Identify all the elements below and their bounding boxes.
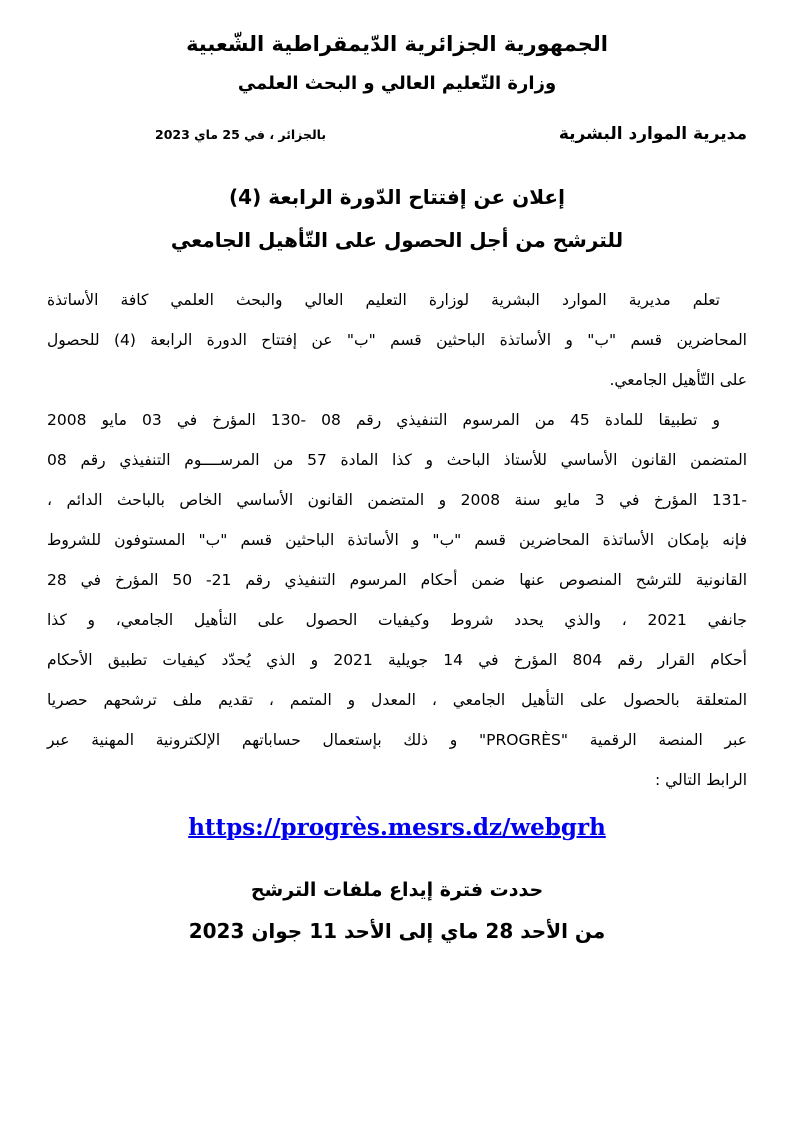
progres-portal-link[interactable]: https://progrès.mesrs.dz/webgrh (188, 814, 606, 841)
republic-name: الجمهورية الجزائرية الدّيمقراطية الشّعبية (186, 32, 608, 56)
paragraph-legal (47, 400, 747, 800)
document-header (47, 26, 747, 100)
announcement-title (47, 176, 747, 262)
announcement-title-line2: للترشح من أجل الحصول على التّأهيل الجامعي (170, 228, 624, 252)
body-line: أحكام القرار رقم 804 المؤرخ في 14 جويلية 2021 و الذي يُحدّد كيفيات تطبيق الأحكام (47, 651, 747, 669)
department-name: مديرية الموارد البشرية (558, 124, 747, 144)
meta-row (47, 124, 747, 144)
submission-period-heading: حددت فترة إيداع ملفات الترشح (250, 879, 544, 901)
body-line: فإنه بإمكان الأساتذة المحاضرين قسم "ب" و الأساتذة الباحثين قسم "ب" المستوفون للشروط (47, 531, 747, 549)
body-line: تعلم مديرية الموارد البشرية لوزارة التعليم العالي والبحث العلمي كافة الأساتذة (47, 291, 720, 309)
body-line: على التّأهيل الجامعي. (609, 371, 747, 389)
body-line: الرابط التالي : (654, 771, 747, 789)
paragraph-intro (47, 280, 747, 400)
body-line: المحاضرين قسم "ب" و الأساتذة الباحثين قسم "ب" عن إفتتاح الدورة الرابعة (4) للحصول (47, 331, 747, 349)
body-line: المتضمن القانون الأساسي للأستاذ الباحث و كذا المادة 57 من المرســــوم التنفيذي رقم 08 (47, 451, 747, 469)
link-container (47, 808, 747, 850)
place-and-date: بالجزائر ، في 25 ماي 2023 (155, 126, 327, 142)
body-line: القانونية للترشح المنصوص عنها ضمن أحكام المرسوم التنفيذي رقم 21- 50 المؤرخ في 28 (47, 571, 747, 589)
body-line: المتعلقة بالحصول على التأهيل الجامعي ، المعدل و المتمم ، تقديم ملف ترشحهم حصريا (47, 691, 747, 709)
announcement-title-line1: إعلان عن إفتتاح الدّورة الرابعة (4) (229, 185, 565, 209)
ministry-name: وزارة التّعليم العالي و البحث العلمي (237, 73, 557, 94)
body-line: و تطبيقا للمادة 45 من المرسوم التنفيذي رقم 08 -130 المؤرخ في 03 مايو 2008 (47, 411, 721, 429)
body-line: جانفي 2021 ، والذي يحدد شروط وكيفيات الحصول على التأهيل الجامعي، و كذا (47, 611, 747, 629)
submission-period-dates: من الأحد 28 ماي إلى الأحد 11 جوان 2023 (188, 919, 606, 943)
body-line: -131 المؤرخ في 3 مايو سنة 2008 و المتضمن القانون الأساسي الخاص بالباحث الدائم ، (47, 491, 747, 509)
body-line: عبر المنصة الرقمية "PROGRÈS" و ذلك بإستعمال حساباتهم الإلكترونية المهنية عبر (47, 731, 747, 749)
submission-period (47, 874, 747, 948)
document-body (47, 280, 747, 800)
